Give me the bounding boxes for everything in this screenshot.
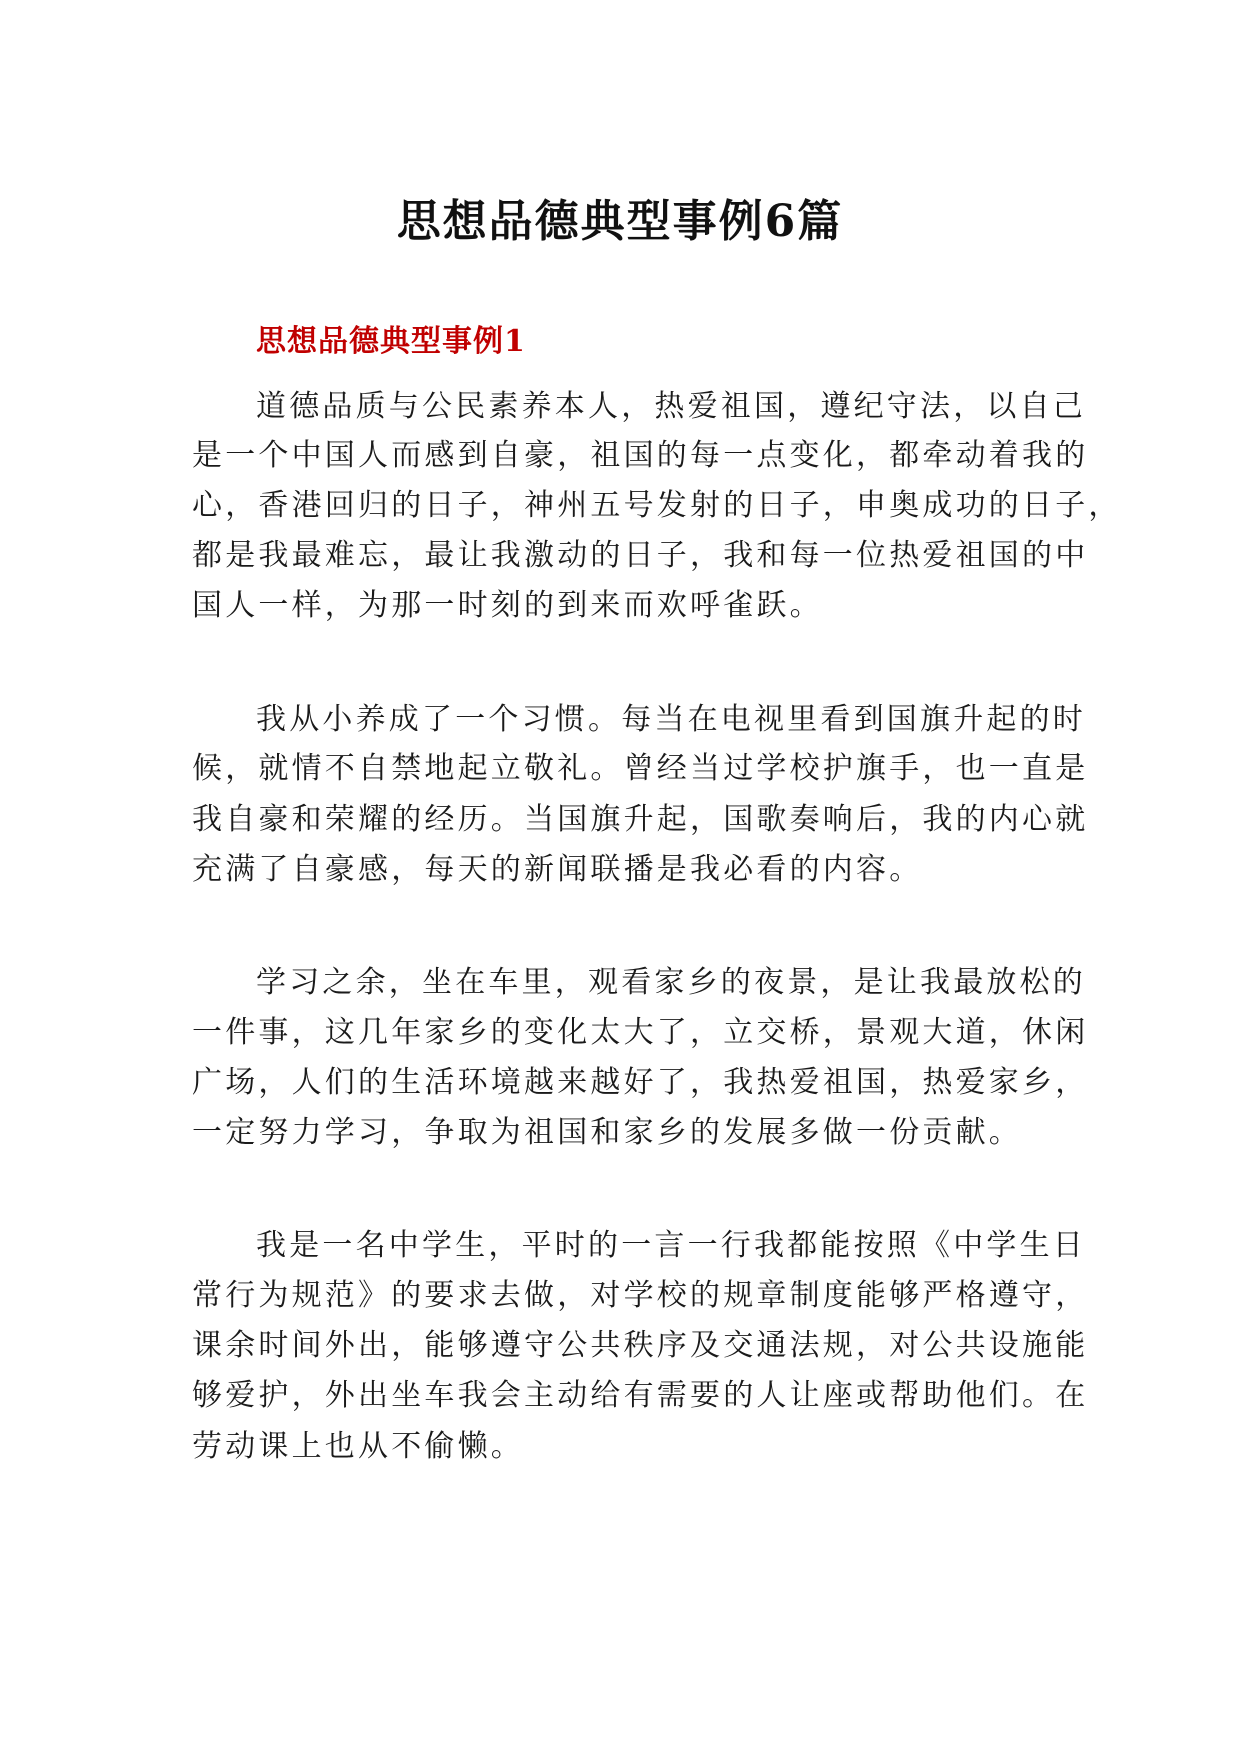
paragraph-line: 心，香港回归的日子，神州五号发射的日子，申奥成功的日子，	[192, 488, 1122, 523]
paragraph-line: 我是一名中学生，平时的一言一行我都能按照《中学生日	[256, 1228, 1086, 1263]
paragraph-line: 候，就情不自禁地起立敬礼。曾经当过学校护旗手，也一直是	[192, 751, 1089, 786]
paragraph-line: 一定努力学习，争取为祖国和家乡的发展多做一份贡献。	[192, 1115, 1022, 1150]
paragraph-line: 是一个中国人而感到自豪，祖国的每一点变化，都牵动着我的	[192, 438, 1089, 473]
document-title: 思想品德典型事例6篇	[396, 196, 844, 247]
paragraph-line: 学习之余，坐在车里，观看家乡的夜景，是让我最放松的	[256, 965, 1086, 1000]
paragraph-line: 一件事，这几年家乡的变化太大了，立交桥，景观大道，休闲	[192, 1015, 1089, 1050]
paragraph-line: 我从小养成了一个习惯。每当在电视里看到国旗升起的时	[256, 702, 1086, 737]
paragraph-line: 充满了自豪感，每天的新闻联播是我必看的内容。	[192, 852, 923, 887]
paragraph-line: 劳动课上也从不偷懒。	[192, 1429, 524, 1464]
section-heading: 思想品德典型事例1	[256, 324, 526, 359]
paragraph-line: 够爱护，外出坐车我会主动给有需要的人让座或帮助他们。在	[192, 1378, 1089, 1413]
paragraph-line: 常行为规范》的要求去做，对学校的规章制度能够严格遵守，	[192, 1278, 1089, 1313]
paragraph-line: 广场，人们的生活环境越来越好了，我热爱祖国，热爱家乡，	[192, 1065, 1089, 1100]
paragraph-line: 都是我最难忘，最让我激动的日子，我和每一位热爱祖国的中	[192, 538, 1089, 573]
paragraph-line: 道德品质与公民素养本人，热爱祖国，遵纪守法，以自己	[256, 389, 1086, 424]
paragraph-line: 国人一样，为那一时刻的到来而欢呼雀跃。	[192, 588, 823, 623]
paragraph-line: 课余时间外出，能够遵守公共秩序及交通法规，对公共设施能	[192, 1328, 1089, 1363]
paragraph-line: 我自豪和荣耀的经历。当国旗升起，国歌奏响后，我的内心就	[192, 802, 1089, 837]
